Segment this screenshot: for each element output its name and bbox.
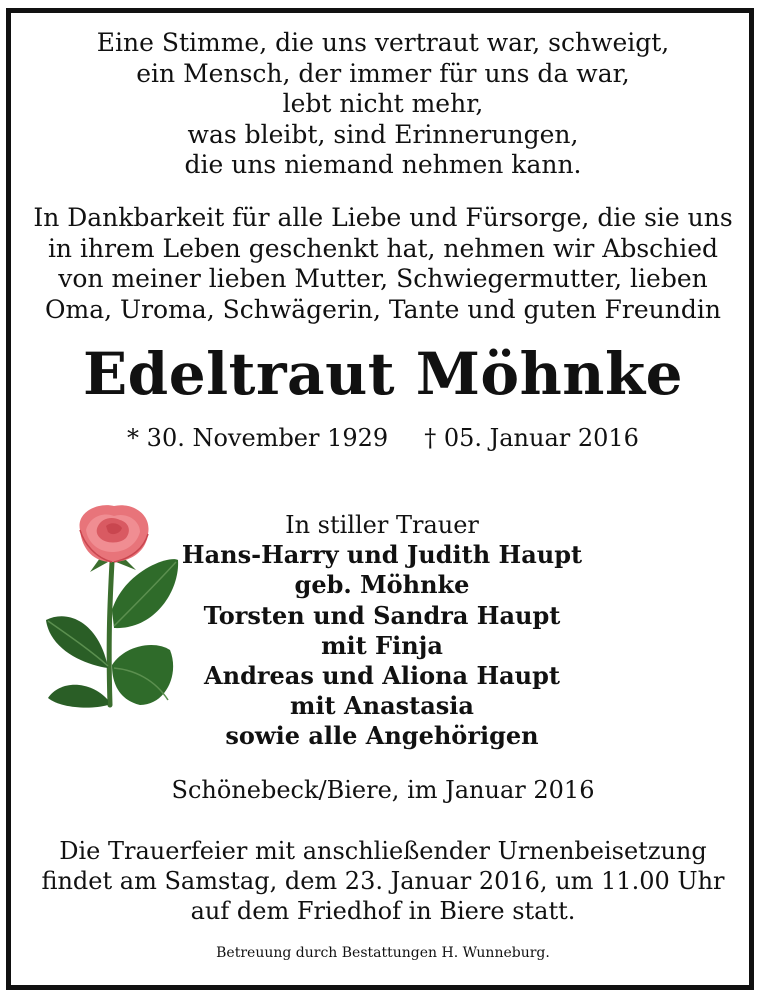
mourner-name: mit Anastasia (290, 691, 474, 721)
mourner-name: Andreas und Aliona Haupt (204, 661, 560, 691)
deceased-name: Edeltraut Möhnke (82, 340, 684, 408)
mourner-name: sowie alle Angehörigen (225, 721, 539, 751)
gratitude-line: von meiner lieben Mutter, Schwiegermutter, lieben (58, 264, 708, 293)
place-date: Schönebeck/Biere, im Januar 2016 (171, 776, 595, 804)
death-date: † 05. Januar 2016 (424, 424, 639, 452)
life-dates (0, 423, 766, 453)
gratitude-line: Oma, Uroma, Schwägerin, Tante und guten Freundin (45, 294, 721, 324)
poem-line: die uns niemand nehmen kann. (184, 150, 582, 179)
poem-line: ein Mensch, der immer für uns da war, (136, 58, 630, 88)
birth-date: * 30. November 1929 (127, 424, 389, 452)
mourner-name: geb. Möhnke (294, 570, 470, 600)
gratitude-line: In Dankbarkeit für alle Liebe und Fürsorge, die sie uns (33, 203, 733, 232)
poem-line: was bleibt, sind Erinnerungen, (187, 119, 579, 149)
funeral-home-note: Betreuung durch Bestattungen H. Wunneburg. (216, 945, 550, 961)
gratitude-line: in ihrem Leben geschenkt hat, nehmen wir Abschied (47, 233, 719, 263)
ceremony-line: findet am Samstag, dem 23. Januar 2016, um 11.00 Uhr (41, 867, 725, 895)
mourner-name: Torsten und Sandra Haupt (203, 600, 561, 630)
mourner-name: mit Finja (321, 630, 443, 660)
gratitude-text (0, 203, 766, 325)
poem-line: Eine Stimme, die uns vertraut war, schweigt, (96, 28, 670, 57)
mourners-list (150, 510, 614, 752)
mourner-name: Hans-Harry und Judith Haupt (181, 540, 583, 570)
ceremony-line: auf dem Friedhof in Biere statt. (190, 897, 576, 925)
mourners-intro: In stiller Trauer (285, 511, 479, 539)
poem-line: lebt nicht mehr, (282, 89, 484, 118)
ceremony-info (0, 836, 766, 926)
ceremony-line: Die Trauerfeier mit anschließender Urnenbeisetzung (59, 837, 707, 865)
poem (0, 28, 766, 181)
